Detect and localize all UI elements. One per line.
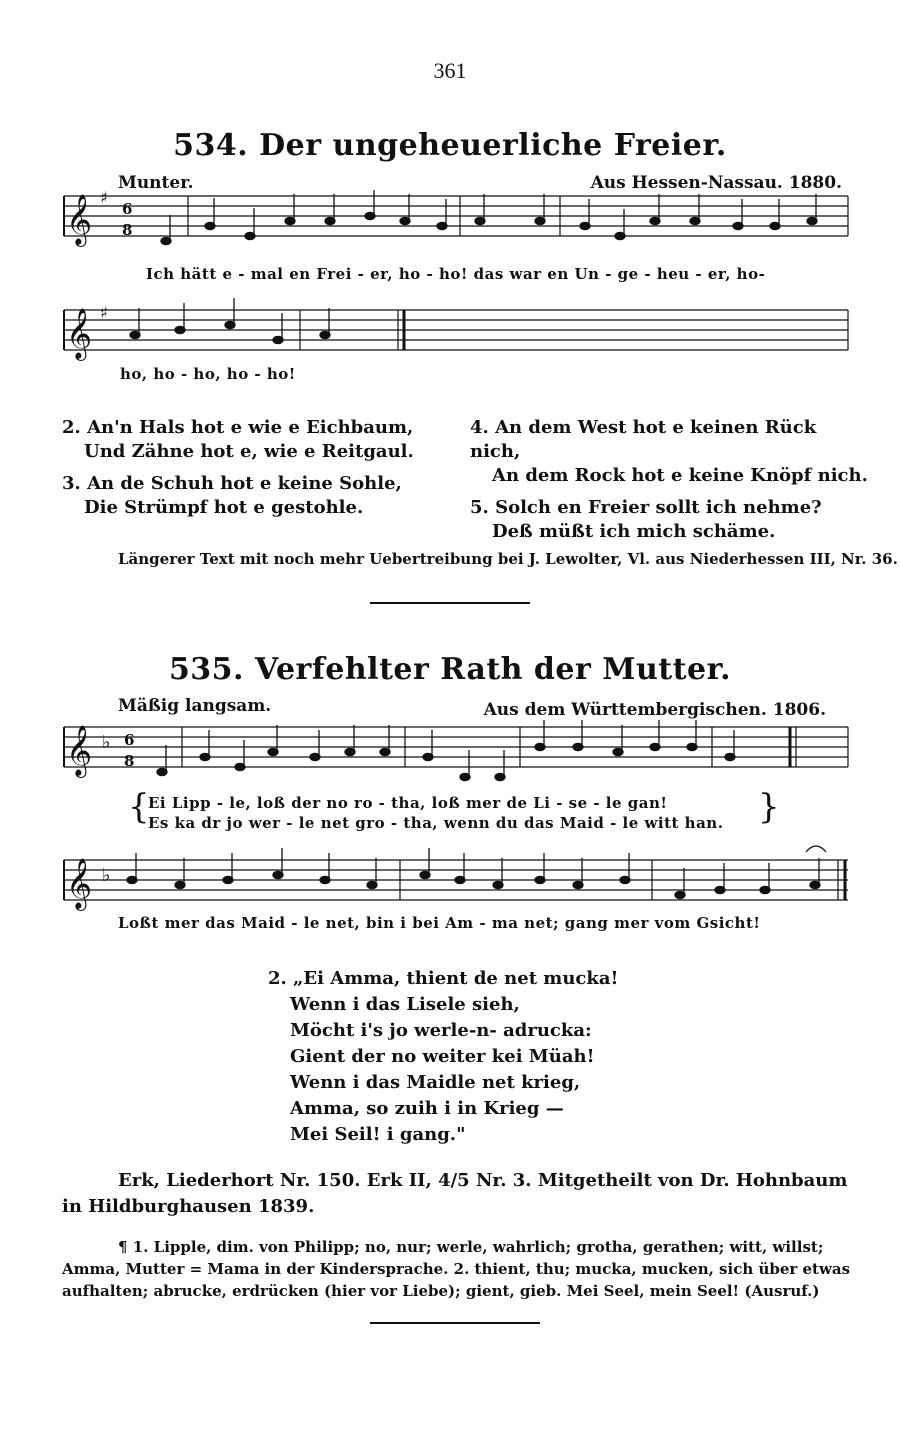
- verse-line: 2. „Ei Amma, thient de net mucka!: [268, 968, 619, 989]
- verse-line: Mei Seil! i gang.": [290, 1124, 466, 1145]
- song-535-lyrics-b: Es ka dr jo wer - le net gro - tha, wenn du das Maid - le witt han.: [148, 814, 724, 832]
- svg-text:6: 6: [124, 731, 135, 749]
- reference-line-1: Erk, Liederhort Nr. 150. Erk II, 4/5 Nr. 3. Mitgetheilt von Dr. Hohnbaum: [118, 1170, 848, 1191]
- svg-text:♭: ♭: [102, 732, 111, 753]
- svg-text:𝄞: 𝄞: [66, 308, 93, 359]
- svg-text:♯: ♯: [100, 303, 108, 322]
- song-534-verses-left: [62, 416, 462, 520]
- svg-text:𝄞: 𝄞: [66, 858, 93, 909]
- verse-4: 4. An dem West hot e keinen Rück nich,: [470, 417, 817, 462]
- verse-line: Wenn i das Lisele sieh,: [290, 994, 520, 1015]
- song-535-title: 535. Verfehlter Rath der Mutter.: [168, 652, 732, 687]
- staff-535-1-notes: [66, 720, 735, 781]
- song-534-title: 534. Der ungeheuerliche Freier.: [173, 128, 727, 163]
- brace-left: {: [128, 787, 150, 827]
- verse-line: Wenn i das Maidle net krieg,: [290, 1072, 581, 1093]
- svg-text:6: 6: [122, 200, 133, 218]
- song-535-lyrics-a: Ei Lipp - le, loß der no ro - tha, loß mer de Li - se - le gan!: [148, 794, 668, 812]
- brace-right: }: [758, 787, 780, 827]
- svg-text:8: 8: [124, 752, 135, 770]
- note-line-3: aufhalten; abrucke, erdrücken (hier vor Liebe); gient, gieb. Mei Seel, mein Seel! (Ausruf.): [62, 1282, 820, 1300]
- song-535-notes: [62, 1236, 852, 1302]
- page-number: 361: [433, 58, 467, 83]
- divider: [370, 602, 530, 604]
- verse-3: 3. An de Schuh hot e keine Sohle,: [62, 473, 402, 494]
- song-535-tempo: Mäßig langsam.: [118, 696, 272, 716]
- verse-2-line2: Und Zähne hot e, wie e Reitgaul.: [84, 441, 414, 462]
- verse-5-line2: Deß müßt ich mich schäme.: [492, 521, 776, 542]
- staff-535-2-notes: [66, 846, 826, 911]
- verse-4-line2: An dem Rock hot e keine Knöpf nich.: [492, 465, 868, 486]
- svg-text:8: 8: [122, 221, 133, 239]
- svg-text:♯: ♯: [100, 188, 108, 207]
- staff-534-1-notes: [66, 188, 817, 247]
- divider-bottom: [370, 1322, 540, 1324]
- svg-text:𝄞: 𝄞: [66, 194, 93, 245]
- song-535-reference: [62, 1168, 848, 1220]
- verse-line: Amma, so zuih i in Krieg —: [290, 1098, 564, 1119]
- reference-line-2: in Hildburghausen 1839.: [62, 1196, 315, 1217]
- note-line-2: Amma, Mutter = Mama in der Kindersprache. 2. thient, thu; mucka, mucken, sich über etwas: [62, 1260, 851, 1278]
- svg-text:♭: ♭: [102, 865, 111, 886]
- song-535-source: Aus dem Württembergischen. 1806.: [483, 700, 826, 720]
- svg-text:𝄞: 𝄞: [66, 725, 93, 776]
- verse-line: Gient der no weiter kei Müah!: [290, 1046, 595, 1067]
- song-534-footnote: Längerer Text mit noch mehr Uebertreibung bei J. Lewolter, Vl. aus Niederhessen III, Nr. 36.: [118, 550, 898, 568]
- song-534-verses-right: [470, 416, 870, 544]
- note-line-1: ¶ 1. Lipple, dim. von Philipp; no, nur; werle, wahrlich; grotha, gerathen; witt, willst;: [118, 1238, 824, 1256]
- verse-5: 5. Solch en Freier sollt ich nehme?: [470, 497, 822, 518]
- verse-3-line2: Die Strümpf hot e gestohle.: [84, 497, 364, 518]
- song-535-verse-2: [268, 966, 618, 1148]
- song-534-tempo: Munter.: [118, 173, 194, 193]
- staff-534-1: [64, 196, 848, 236]
- verse-2: 2. An'n Hals hot e wie e Eichbaum,: [62, 417, 414, 438]
- song-534-source: Aus Hessen-Nassau. 1880.: [590, 173, 842, 193]
- verse-line: Möcht i's jo werle-n- adrucka:: [290, 1020, 592, 1041]
- song-535-lyrics-line2: Loßt mer das Maid - le net, bin i bei Am - ma net; gang mer vom Gsicht!: [118, 914, 761, 932]
- song-534-lyrics-line2: ho, ho - ho, ho - ho!: [120, 365, 296, 383]
- song-534-lyrics-line1: Ich hätt e - mal en Frei - er, ho - ho! das war en Un - ge - heu - er, ho-: [146, 265, 766, 283]
